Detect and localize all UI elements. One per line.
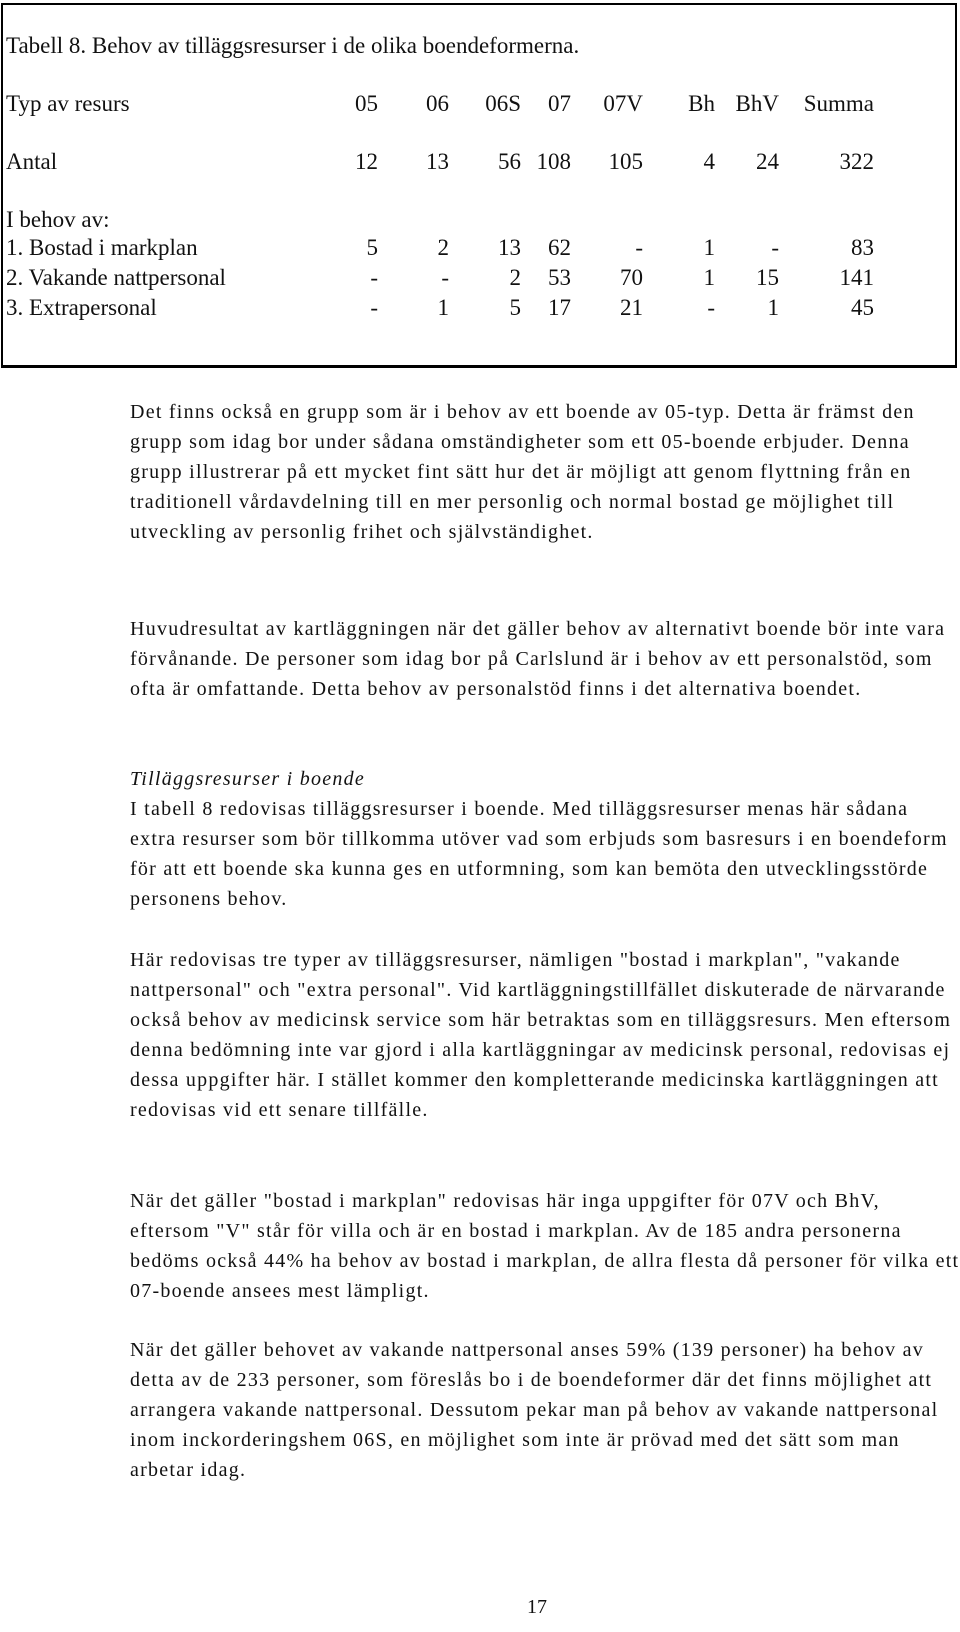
paragraph-night-staff: När det gäller behovet av vakande nattpersonal anses 59% (139 personer) ha behov av detta av de 233 personer, som föreslås bo i de boendeformer där det finns möjlighet att arrangera vakande nattpersonal. Dessutom pekar man på behov av vakande nattpersonal inom inckorderingshem 06S, en möjlighet som inte är prövad med det sätt som man arbetar idag.: [130, 1339, 939, 1481]
count-06: 13: [426, 149, 449, 174]
resource-06: 1: [437, 295, 449, 320]
count-05: 12: [355, 149, 378, 174]
table-header-row: [0, 90, 956, 120]
resource-sum: 83: [851, 235, 874, 260]
resource-05: -: [370, 265, 378, 290]
table-row: [0, 294, 956, 324]
count-label: Antal: [6, 149, 58, 174]
section-heading: Tilläggsresurser i boende: [130, 768, 365, 790]
resource-name: 2. Vakande nattpersonal: [6, 265, 226, 290]
paragraph-05-type-group: Det finns också en grupp som är i behov av ett boende av 05-typ. Detta är främst den grupp som idag bor under sådana omständigheter som ett 05-boende erbjuder. Denna grupp illustrerar på ett mycket fint sätt hur det är möjligt att genom flyttning från en traditionell vårdavdelning till en mer personlig och normal bostad ge möjlighet till utveckling av personlig frihet och självständighet.: [130, 401, 915, 543]
table-row: [0, 264, 956, 294]
header-05: 05: [355, 91, 378, 116]
resource-bhv: 15: [756, 265, 779, 290]
resource-07v: -: [635, 235, 643, 260]
resource-sum: 45: [851, 295, 874, 320]
table-row: [0, 234, 956, 264]
header-06: 06: [426, 91, 449, 116]
resource-07: 62: [548, 235, 571, 260]
resource-06s: 5: [509, 295, 521, 320]
table-need-label-row: [0, 206, 956, 236]
need-label: I behov av:: [6, 207, 110, 232]
resource-07v: 21: [620, 295, 643, 320]
resource-06s: 13: [498, 235, 521, 260]
header-bh: Bh: [688, 91, 715, 116]
resource-bhv: 1: [767, 295, 779, 320]
table-bottom-rule: [1, 365, 957, 368]
header-sum: Summa: [803, 91, 874, 116]
resource-bhv: -: [771, 235, 779, 260]
count-07v: 105: [608, 149, 643, 174]
header-07v: 07V: [603, 91, 643, 116]
resource-sum: 141: [839, 265, 874, 290]
table-count-row: [0, 148, 956, 178]
resource-name: 3. Extrapersonal: [6, 295, 157, 320]
resource-bh: 1: [703, 265, 715, 290]
count-bhv: 24: [756, 149, 779, 174]
resource-05: 5: [366, 235, 378, 260]
header-bhv: BhV: [735, 91, 779, 116]
resource-06: 2: [437, 235, 449, 260]
header-07: 07: [548, 91, 571, 116]
count-06s: 56: [498, 149, 521, 174]
resource-07: 53: [548, 265, 571, 290]
paragraph-resource-types: Här redovisas tre typer av tilläggsresurser, nämligen "bostad i markplan", "vakande nattpersonal" och "extra personal". Vid kartläggningstillfället diskuterade de närvarande också behov av medicinsk service som här betraktas som en tilläggsresurs. Men eftersom denna bedömning inte var gjord i alla kartläggningar av medicinsk personal, redovisas ej dessa uppgifter här. I stället kommer den kompletterande medicinska kartläggningen att redovisas vid ett senare tillfälle.: [130, 949, 952, 1121]
resource-bh: 1: [703, 235, 715, 260]
resource-07v: 70: [620, 265, 643, 290]
count-sum: 322: [839, 149, 874, 174]
resource-name: 1. Bostad i markplan: [6, 235, 198, 260]
header-resource-type: Typ av resurs: [6, 91, 130, 116]
table-caption: Tabell 8. Behov av tilläggsresurser i de olika boendeformerna.: [6, 33, 580, 58]
resource-05: -: [370, 295, 378, 320]
resource-06s: 2: [509, 265, 521, 290]
resource-07: 17: [548, 295, 571, 320]
paragraph-table-explanation: I tabell 8 redovisas tilläggsresurser i boende. Med tilläggsresurser menas här sådana extra resurser som bör tillkomma utöver vad som erbjuds som basresurs i en boendeform för att ett boende ska kunna ges en utformning, som kan bemöta den utvecklingsstörde personens behov.: [130, 798, 948, 910]
paragraph-main-result: Huvudresultat av kartläggningen när det gäller behov av alternativt boende bör inte vara förvånande. De personer som idag bor på Carlslund är i behov av ett personalstöd, som ofta är omfattande. Detta behov av personalstöd finns i det alternativa boendet.: [130, 618, 946, 700]
header-06s: 06S: [485, 91, 521, 116]
resource-06: -: [441, 265, 449, 290]
page-number: 17: [527, 1596, 547, 1618]
count-07: 108: [536, 149, 571, 174]
paragraph-ground-floor-housing: När det gäller "bostad i markplan" redovisas här inga uppgifter för 07V och BhV, eftersom "V" står för villa och är en bostad i markplan. Av de 185 andra personerna bedöms också 44% ha behov av bostad i markplan, de allra flesta då personer för vilka ett 07-boende ansees mest lämpligt.: [130, 1190, 960, 1302]
resource-bh: -: [707, 295, 715, 320]
count-bh: 4: [703, 149, 715, 174]
